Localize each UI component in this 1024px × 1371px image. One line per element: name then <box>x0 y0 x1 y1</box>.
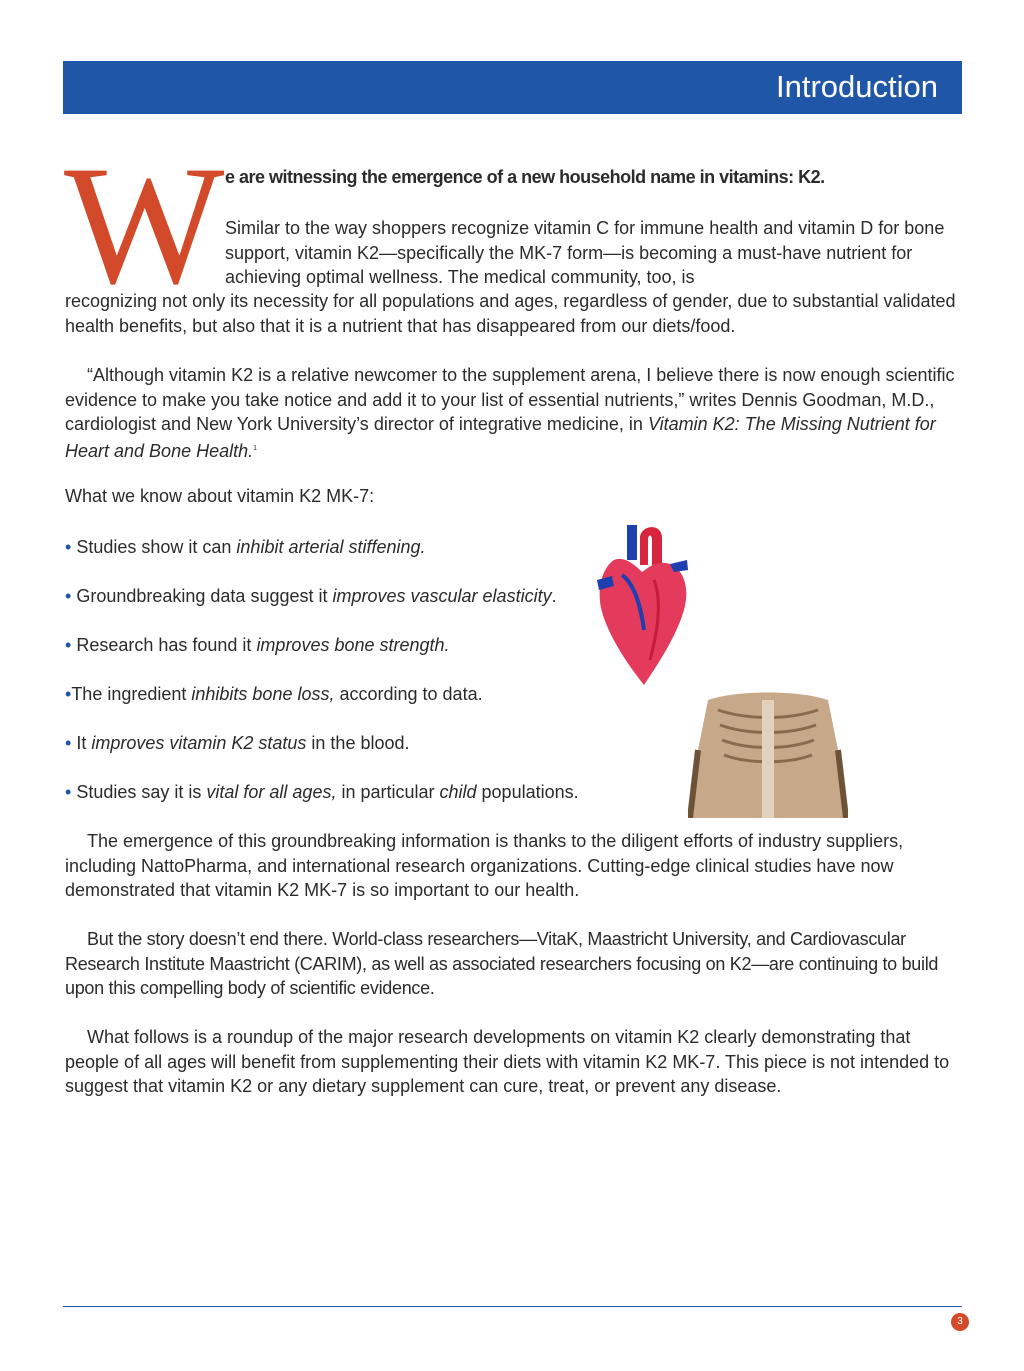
list-item-text-after: in particular <box>336 782 440 802</box>
list-item-text: The ingredient <box>71 684 192 704</box>
list-item-text: Research has found it <box>76 635 257 655</box>
page-number: 3 <box>951 1313 969 1331</box>
list-item-text-end: populations. <box>476 782 579 802</box>
list-item <box>65 535 426 559</box>
list-item <box>65 682 483 706</box>
list-item-emphasis-2: child <box>439 782 477 802</box>
list-item-text-after: in the blood. <box>306 733 410 753</box>
list-item-text-after: . <box>551 586 557 606</box>
bullet-icon: • <box>65 684 72 704</box>
lead-sentence: e are witnessing the emergence of a new household name in vitamins: K2. <box>225 167 825 187</box>
drop-cap: W <box>64 131 225 319</box>
list-item-emphasis: improves bone strength. <box>256 635 450 655</box>
intro-paragraph-part-b: recognizing not only its necessity for all populations and ages, regardless of gender, due to substantial validated health benefits, but also that it is a nutrient that has disappeared from our diets/food. <box>65 291 956 336</box>
heart-illustration <box>592 520 692 690</box>
body-paragraph <box>65 829 965 903</box>
book-title: Vitamin K2: The Missing Nutrient for Heart and Bone Health. <box>65 414 936 461</box>
bullet-icon: • <box>65 635 72 655</box>
footer-divider <box>63 1306 962 1307</box>
list-item <box>65 584 557 608</box>
footnote-ref: 1 <box>253 444 258 452</box>
list-item-text: It <box>76 733 92 753</box>
page-title: Introduction <box>776 69 938 104</box>
torso-illustration <box>688 690 848 818</box>
paragraph-text: The emergence of this groundbreaking information is thanks to the diligent efforts of industry suppliers, including NattoPharma, and international research organizations. Cutting-edge clinical studies have now demonstrated that vitamin K2 MK-7 is so important to our health. <box>65 831 904 900</box>
quote-paragraph <box>65 363 960 463</box>
list-item-emphasis: inhibits bone loss, <box>191 684 335 704</box>
list-item-text: Groundbreaking data suggest it <box>76 586 333 606</box>
list-item <box>65 633 450 657</box>
bullet-icon: • <box>65 782 72 802</box>
list-item-text: Studies say it is <box>76 782 207 802</box>
intro-paragraph-part-a: Similar to the way shoppers recognize vitamin C for immune health and vitamin D for bone support, vitamin K2—specifically the MK-7 form—is becoming a must-have nutrient for achieving optimal wellness. The medical community, too, is <box>225 218 945 287</box>
list-item <box>65 780 579 804</box>
list-item-text-after: according to data. <box>334 684 483 704</box>
list-item-emphasis: inhibit arterial stiffening. <box>236 537 426 557</box>
bullet-icon: • <box>65 733 72 753</box>
bullet-icon: • <box>65 586 72 606</box>
header-bar <box>63 61 962 114</box>
bullet-icon: • <box>65 537 72 557</box>
body-paragraph <box>65 927 965 1001</box>
body-paragraph <box>65 1025 965 1099</box>
list-item-emphasis: improves vitamin K2 status <box>91 733 307 753</box>
list-item-text: Studies show it can <box>76 537 237 557</box>
paragraph-text: What follows is a roundup of the major research developments on vitamin K2 clearly demonstrating that people of all ages will benefit from supplementing their diets with vitamin K2 MK-7. This piece is not intended to suggest that vitamin K2 or any dietary supplement can cure, treat, or prevent any disease. <box>65 1027 950 1096</box>
list-item-emphasis: vital for all ages, <box>206 782 337 802</box>
paragraph-text: But the story doesn’t end there. World-class researchers—VitaK, Maastricht University, and Cardiovascular Research Institute Maastricht (CARIM), as well as associated researchers focusing on K2—are continuing to build upon this compelling body of scientific evidence. <box>65 929 939 998</box>
quote-text: “Although vitamin K2 is a relative newcomer to the supplement arena, I believe there is now enough scientific evidence to make you take notice and add it to your list of essential nutrients,” writes Dennis Goodman, M.D., cardiologist and New York University’s director of integrative medicine, in <box>65 365 955 434</box>
facts-heading: What we know about vitamin K2 MK-7: <box>65 486 375 506</box>
list-item-emphasis: improves vascular elasticity <box>332 586 552 606</box>
list-item <box>65 731 410 755</box>
